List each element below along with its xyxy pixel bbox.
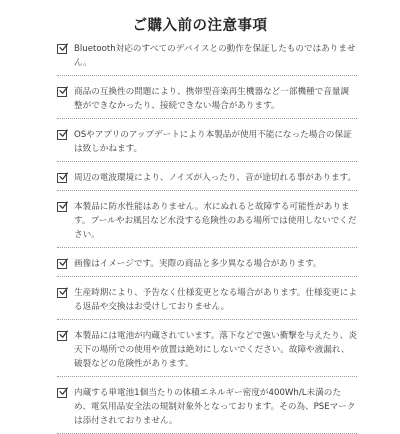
- notice-item: [57, 128, 357, 162]
- notice-text: Bluetooth対応のすべてのデバイスとの動作を保証したものではありません。: [74, 44, 356, 68]
- checkbox-checked-icon: [57, 130, 67, 140]
- notice-item: [57, 386, 357, 434]
- checkbox-checked-icon: [57, 173, 67, 183]
- notice-text: 画像はイメージです。実際の商品と多少異なる場合があります。: [74, 259, 322, 269]
- checkbox-checked-icon: [57, 388, 67, 398]
- notice-item: [57, 329, 357, 377]
- notice-item: [57, 286, 357, 320]
- notice-text: 商品の互換性の問題により、携帯型音楽再生機器など一部機種で音量調整ができなかったり、接続できない場合があります。: [74, 87, 350, 111]
- notice-text: 内蔵する単電池1個当たりの体積エネルギー密度が400Wh/L未満のため、電気用品安全法の規制対象外となっております。その為、PSEマークは添付されておりません。: [74, 388, 356, 426]
- page-title: ご購入前の注意事項: [132, 18, 268, 34]
- notice-item: [57, 42, 357, 76]
- notice-text: 周辺の電波環境により、ノイズが入ったり、音が途切れる事があります。: [74, 173, 357, 183]
- notice-item: [57, 171, 357, 191]
- notice-text: 生産時期により、予告なく仕様変更となる場合があります。仕様変更による返品や交換はお受けしておりません。: [74, 288, 357, 312]
- notice-list: [57, 42, 357, 434]
- notice-text: 本製品には電池が内蔵されています。落下などで強い衝撃を与えたり、炎天下の場所での使用や放置は絶対にしないでください。故障や液漏れ、破裂などの危険性があります。: [74, 331, 357, 369]
- checkbox-checked-icon: [57, 288, 67, 298]
- checkbox-checked-icon: [57, 87, 67, 97]
- checkbox-checked-icon: [57, 331, 67, 341]
- checkbox-checked-icon: [57, 202, 67, 212]
- notice-item: [57, 85, 357, 119]
- notice-text: OSやアプリのアップデートにより本製品が使用不能になった場合の保証は致しかねます。: [74, 130, 352, 154]
- checkbox-checked-icon: [57, 259, 67, 269]
- notice-text: 本製品に防水性能はありません。水にぬれると故障する可能性があります。プールやお風呂など水没する危険性のある場所では使用しないでください。: [74, 202, 357, 240]
- notice-item: [57, 257, 357, 277]
- notice-item: [57, 200, 357, 248]
- checkbox-checked-icon: [57, 44, 67, 54]
